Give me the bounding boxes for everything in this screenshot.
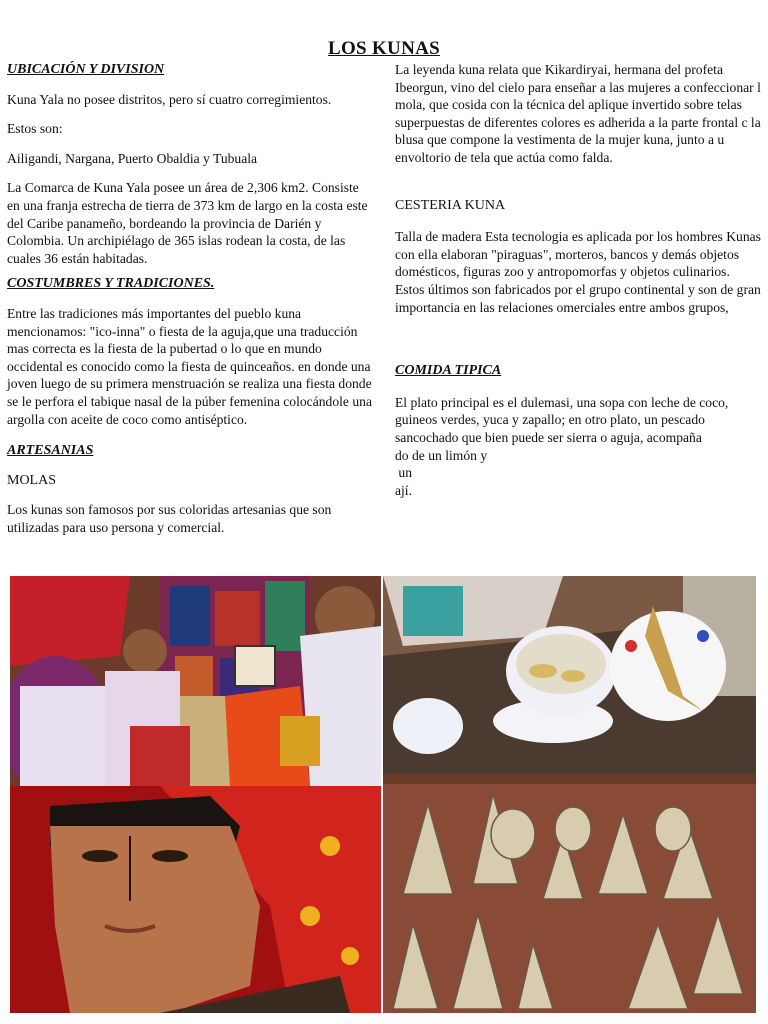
paragraph: Ailigandi, Nargana, Puerto Obaldia y Tubuala xyxy=(7,150,258,166)
woven-baskets-photo xyxy=(383,774,756,1013)
paragraph: Estos son: xyxy=(7,121,63,137)
paragraph: Entre las tradiciones más importantes del pueblo kuna mencionamos: "ico-inna" o fiesta de la aguja,que una traducción mas correcta es la fiesta de la pubertad o lo que en mundo occidental es conocido como la fiesta de quinceaños. en donde una joven luego de su primera menstruación se realiza una fiesta donde se le perfora el tabique nasal de la púber femenina colocándole una argolla con aceite de coco como antiséptico. xyxy=(7,305,372,427)
paragraph-line: do de un limón y xyxy=(395,447,488,463)
page-title: LOS KUNAS xyxy=(328,38,440,59)
paragraph: Talla de madera Esta tecnologia es aplicada por los hombres Kunas con ella elaboran "piraguas", morteros, bancos y demás objetos domésticos, figuras zoo y antropomorfas y objetos culinarios. Estos últimos son fabricados por el grupo continental y son de gran importancia en las relaciones omerciales entre ambos grupos, xyxy=(395,229,761,315)
paragraph: Kuna Yala no posee distritos, pero sí cuatro corregimientos. xyxy=(7,91,332,107)
paragraph: Los kunas son famosos por sus coloridas artesanias que son utilizadas para uso persona y comercial. xyxy=(7,502,332,535)
paragraph-line: ají. xyxy=(395,482,412,498)
heading-costumbres: COSTUMBRES Y TRADICIONES. xyxy=(7,276,215,292)
subheading-molas: MOLAS xyxy=(7,472,57,488)
left-column xyxy=(7,61,375,536)
kuna-woman-portrait-photo xyxy=(10,786,381,1013)
dulemasi-soup-and-fish-photo xyxy=(383,576,756,774)
heading-ubicacion: UBICACIÓN Y DIVISION xyxy=(7,62,165,77)
paragraph-line: un xyxy=(395,465,412,481)
paragraph: La Comarca de Kuna Yala posee un área de 2,306 km2. Consiste en una franja estrecha de tierra de 373 km de largo en la costa este del Caribe panameño, bordeando la provincia de Darién y Colombia. Un archipiélago de 365 islas rodean la costa, de las cuales 36 están habitadas. xyxy=(7,180,368,266)
right-column xyxy=(395,61,761,499)
heading-comida: COMIDA TIPICA xyxy=(395,363,502,379)
paragraph: El plato principal es el dulemasi, una sopa con leche de coco, guineos verdes, yuca y zapallo; en otro plato, un pescado sancochado que bien puede ser sierra o aguja, acompaña xyxy=(395,394,729,445)
heading-artesanias: ARTESANIAS xyxy=(7,443,94,459)
paragraph: La leyenda kuna relata que Kikardiryai, hermana del profeta Ibeorgun, vino del cielo para enseñar a las mujeres a confeccionar l mola, que cosida con la técnica del aplique invertido sobre telas superpuestas de diferentes colores es adherida a la parte frontal c la blusa que compone la vestimenta de la mujer kuna, junto a u envoltorio de tela que actúa como falda. xyxy=(395,62,761,165)
heading-cesteria: CESTERIA KUNA xyxy=(395,197,506,213)
mola-sewing-photo xyxy=(10,576,381,786)
